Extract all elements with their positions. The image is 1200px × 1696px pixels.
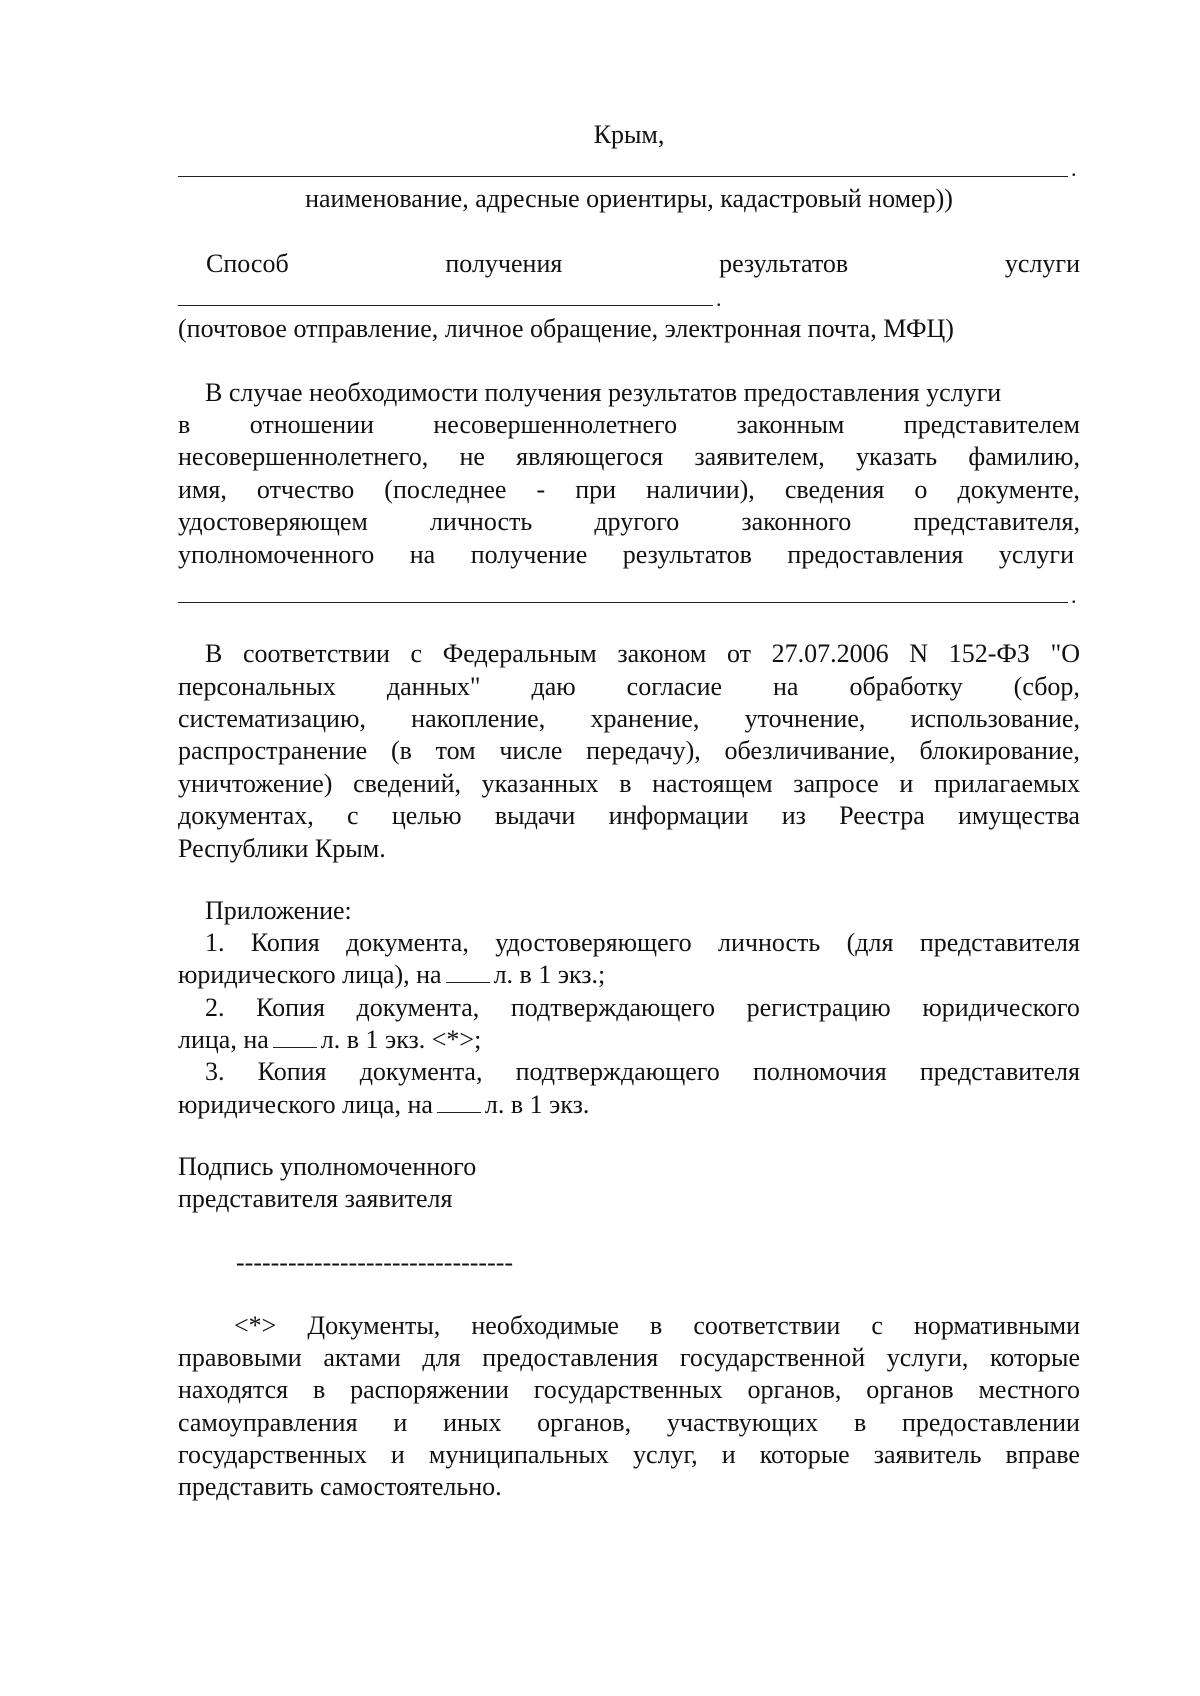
minor-line: удостоверяющем личность другого законного представителя,	[178, 507, 1080, 536]
signature-label-line-2: представителя заявителя	[178, 1184, 453, 1213]
consent-line: уничтожение) сведений, указанных в настоящем запросе и прилагаемых	[178, 769, 1080, 798]
object-blank-dot: .	[1071, 156, 1077, 181]
consent-line: документах, с целью выдачи информации из Реестра имущества	[178, 801, 1080, 830]
signature-label-line-1: Подпись уполномоченного	[178, 1152, 477, 1181]
footnote-line: находятся в распоряжении государственных органов, органов местного	[178, 1375, 1080, 1404]
method-label	[178, 248, 1080, 279]
pages-blank	[446, 960, 490, 983]
attachment-item-2: 2. Копия документа, подтверждающего регистрацию юридического	[205, 993, 1080, 1022]
method-word: Способ	[206, 249, 289, 278]
object-hint: наименование, адресные ориентиры, кадастровый номер))	[305, 184, 953, 213]
attachment-item-3: 3. Копия документа, подтверждающего полномочия представителя	[205, 1057, 1080, 1086]
minor-line: несовершеннолетнего, не являющегося заявителем, указать фамилию,	[178, 442, 1080, 471]
footnote-line: представить самостоятельно.	[178, 1472, 502, 1501]
attachment-item-1: 1. Копия документа, удостоверяющего личность (для представителя	[205, 928, 1080, 957]
method-word: результатов	[719, 249, 849, 278]
attachments-title: Приложение:	[205, 896, 352, 925]
minor-line: уполномоченного на получение результатов предоставления услуги	[178, 540, 1074, 569]
consent-line: систематизацию, накопление, хранение, уточнение, использование,	[178, 704, 1080, 733]
pages-blank	[437, 1090, 481, 1113]
minor-blank-dot: .	[1071, 583, 1077, 608]
minor-line: имя, отчество (последнее - при наличии), сведения о документе,	[178, 475, 1080, 504]
consent-line: Республики Крым.	[178, 834, 386, 863]
consent-line: распространение (в том числе передачу), обезличивание, блокирование,	[178, 736, 1080, 765]
region-text: Крым,	[593, 120, 665, 149]
footnote-line: государственных и муниципальных услуг, и которые заявитель вправе	[178, 1440, 1080, 1469]
footnote-line: правовыми актами для предоставления государственной услуги, которые	[178, 1343, 1080, 1372]
object-blank-line	[178, 176, 1068, 177]
minor-line: В случае необходимости получения результатов предоставления услуги	[205, 378, 1002, 407]
pages-blank	[273, 1025, 317, 1048]
method-blank-line	[178, 305, 713, 306]
footnote-line: самоуправления и иных органов, участвующих в предоставлении	[178, 1408, 1080, 1437]
footnote-line: <*> Документы, необходимые в соответствии с нормативными	[234, 1311, 1080, 1340]
consent-line: персональных данных" даю согласие на обработку (сбор,	[178, 672, 1080, 701]
attachment-item-3-cont: юридического лица, на л. в 1 экз.	[178, 1090, 590, 1119]
method-hint: (почтовое отправление, личное обращение, электронная почта, МФЦ)	[178, 314, 954, 343]
attachment-item-1-cont: юридического лица), на л. в 1 экз.;	[178, 960, 606, 989]
minor-line: в отношении несовершеннолетнего законным представителем	[178, 410, 1080, 439]
consent-line: В соответствии с Федеральным законом от 27.07.2006 N 152-ФЗ "О	[205, 639, 1080, 668]
method-word: услуги	[1004, 249, 1080, 278]
minor-blank-line	[178, 602, 1068, 603]
method-blank-dot: .	[716, 286, 722, 311]
method-word: получения	[445, 249, 563, 278]
attachment-item-2-cont: лица, на л. в 1 экз. <*>;	[178, 1025, 482, 1054]
footnote-separator: --------------------------------	[236, 1248, 514, 1277]
